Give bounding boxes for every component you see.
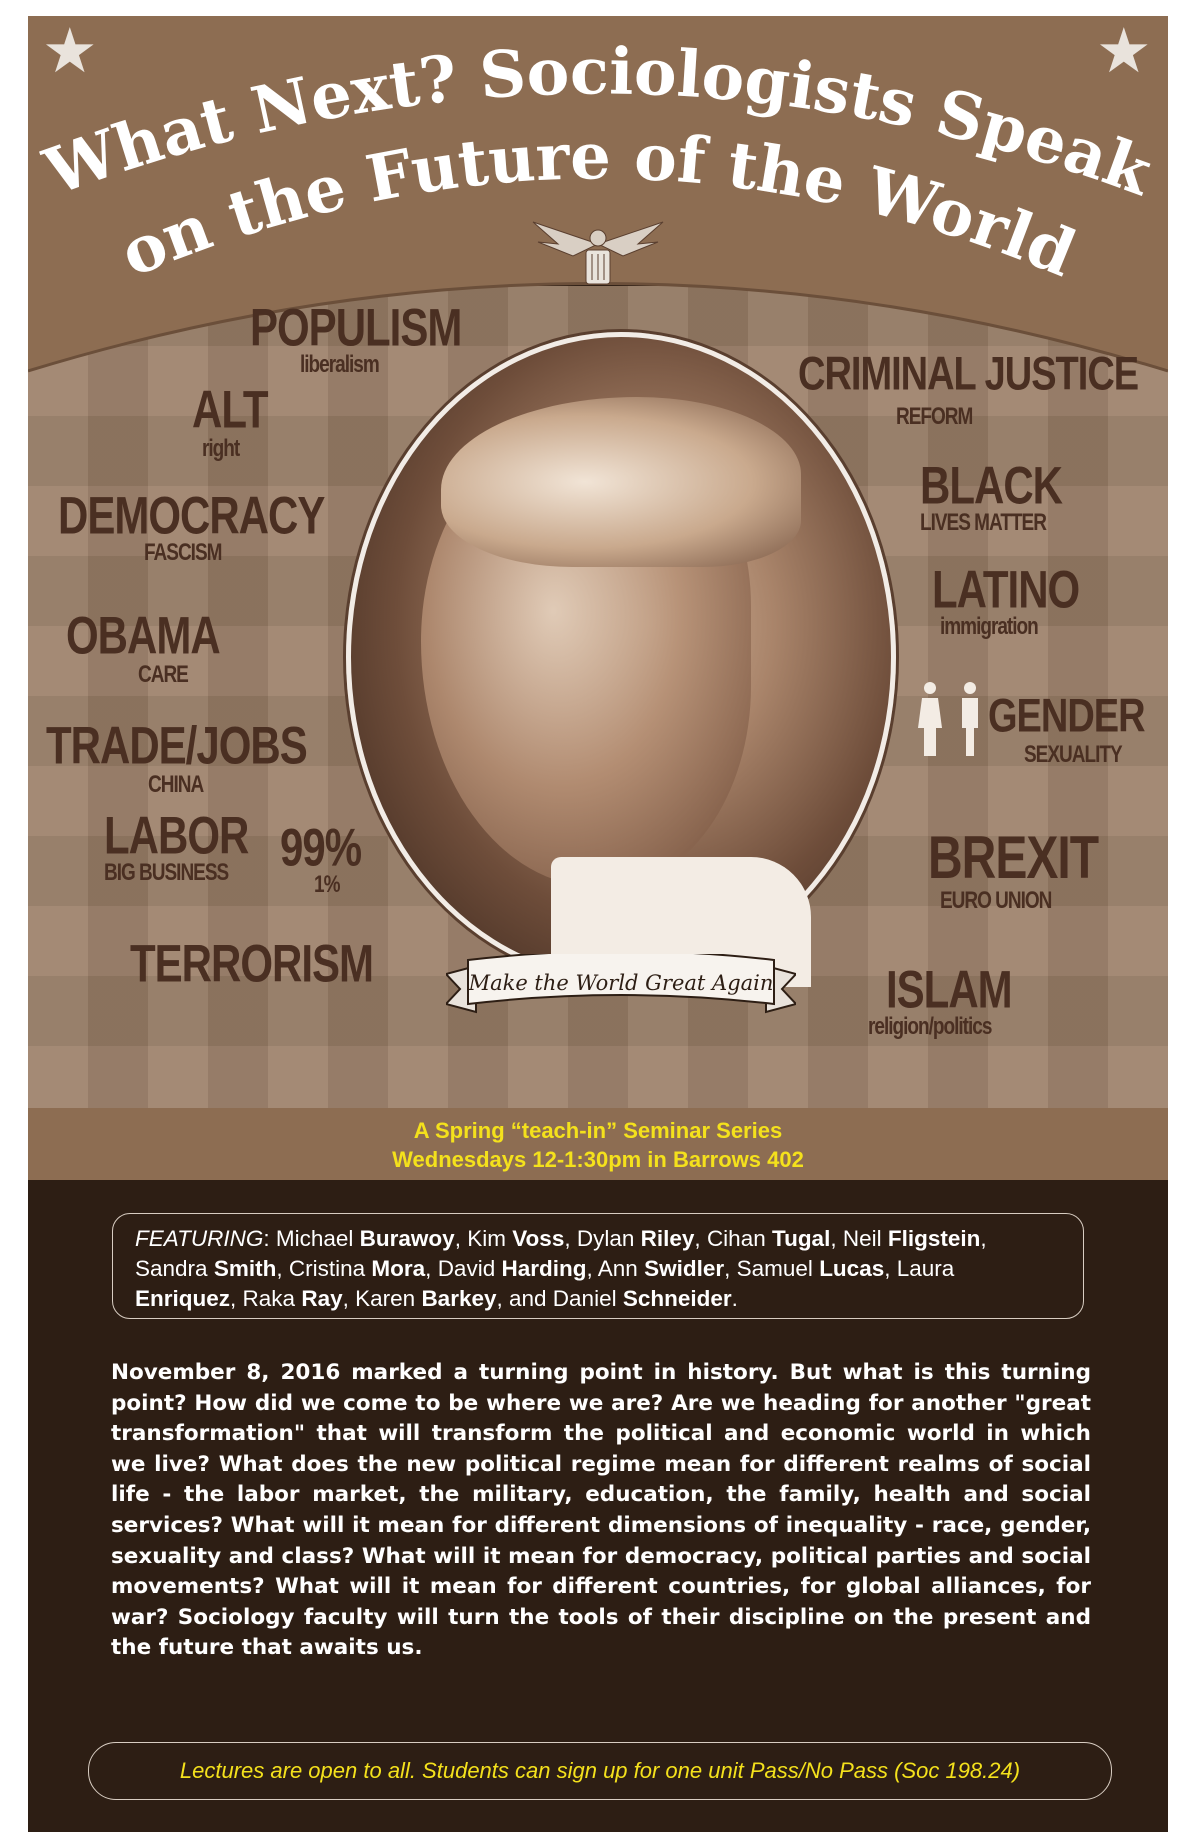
word-labor: LABOR (104, 806, 249, 865)
word-sexuality: SEXUALITY (1024, 742, 1122, 769)
description-paragraph: November 8, 2016 marked a turning point in history. But what is this turning point? How did we come to be where we are? Are we heading for another "great transformation" that will transform the political and economic world in which we live? What does the new political regime mean for different realms of social life - the labor market, the military, education, the family, health and social services? What will it mean for different dimensions of inequality - race, gender, sexuality and class? What will it mean for democracy, political parties and social movements? What will it mean for different countries, for global alliances, for war? Sociology faculty will turn the tools of their discipline on the present and the future that awaits us. (111, 1360, 1091, 1661)
portrait-hair (441, 397, 801, 567)
word-reform: REFORM (896, 404, 973, 431)
word-black: BLACK (920, 456, 1062, 515)
featuring-label: FEATURING (135, 1226, 264, 1251)
word-alt: ALT (192, 380, 268, 439)
word-big-business: BIG BUSINESS (104, 860, 229, 887)
word-lives-matter: LIVES MATTER (920, 510, 1046, 537)
seminar-schedule-line: Wednesdays 12-1:30pm in Barrows 402 (392, 1147, 804, 1172)
eagle-emblem-icon (528, 214, 668, 294)
word-immigration: immigration (940, 614, 1038, 641)
word-china: CHINA (148, 772, 204, 799)
word-islam: ISLAM (886, 960, 1012, 1019)
star-icon-left: ★ (42, 16, 98, 87)
slogan-text: Make the World Great Again (468, 971, 774, 995)
title-line-2: on the Future of the World (110, 119, 1086, 293)
seminar-strip (28, 1108, 1168, 1180)
title-line-1: What Next? Sociologists Speak (35, 34, 1161, 211)
star-icon-right: ★ (1096, 16, 1152, 87)
word-democracy: DEMOCRACY (58, 486, 325, 545)
word-brexit: BREXIT (928, 825, 1099, 892)
word-1-percent: 1% (314, 872, 340, 899)
featuring-box (112, 1213, 1084, 1319)
word-liberalism: liberalism (300, 352, 379, 379)
word-terrorism: TERRORISM (130, 934, 373, 993)
portrait-oval (346, 332, 896, 982)
word-euro-union: EURO UNION (940, 888, 1052, 915)
word-populism: POPULISM (250, 298, 462, 357)
word-religion-politics: religion/politics (868, 1014, 992, 1041)
word-care: CARE (138, 662, 188, 689)
footer-note: Lectures are open to all. Students can sign up for one unit Pass/No Pass (Soc 198.24) (179, 1758, 1021, 1783)
poster (28, 16, 1168, 1832)
word-right: right (202, 436, 240, 463)
restroom-icon (912, 680, 992, 760)
word-99-percent: 99% (280, 818, 362, 877)
word-fascism: FASCISM (144, 540, 222, 567)
word-latino: LATINO (932, 560, 1080, 619)
word-criminal-justice: CRIMINAL JUSTICE (798, 348, 1139, 401)
featuring-text: FEATURING: Michael Burawoy, Kim Voss, Dylan Riley, Cihan Tugal, Neil Fligstein, Sandra Smith, Cristina Mora, David Harding, Ann Swidler, Samuel Lucas, Laura Enriquez, Raka Ray, Karen Barkey, and Daniel Schneider. (135, 1226, 987, 1311)
word-trade-jobs: TRADE/JOBS (46, 716, 307, 775)
seminar-series-line: A Spring “teach-in” Seminar Series (413, 1118, 783, 1143)
footer-note-box (88, 1742, 1112, 1800)
slogan-ribbon (446, 954, 796, 1016)
word-obama: OBAMA (66, 606, 220, 665)
word-gender: GENDER (988, 690, 1145, 743)
